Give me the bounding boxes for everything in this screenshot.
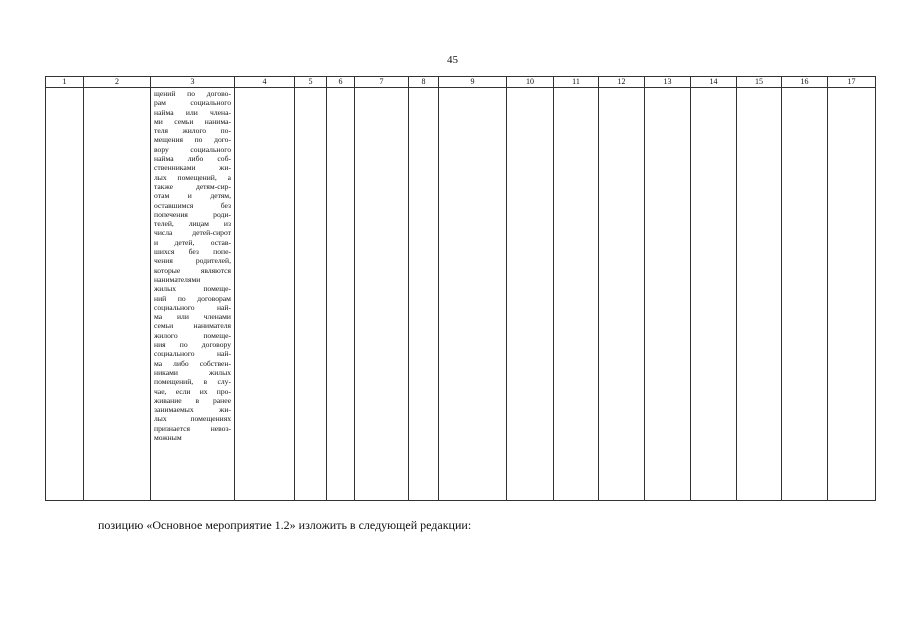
- text-line: шихся без попе-: [154, 247, 231, 257]
- column-number: 3: [151, 77, 235, 88]
- text-line: мещения по дого-: [154, 135, 231, 145]
- text-line: никами жилых: [154, 367, 231, 377]
- text-line: ма либо собствен-: [154, 358, 231, 368]
- text-line: отам и детям,: [154, 191, 231, 201]
- text-line: и детей, остав-: [154, 237, 231, 247]
- table-cell: [355, 88, 409, 501]
- text-line: ния по договору: [154, 340, 231, 350]
- text-line: щений по догово-: [154, 89, 231, 98]
- text-line: жилых помеще-: [154, 284, 231, 294]
- table-cell: [737, 88, 782, 501]
- instruction-text: позицию «Основное мероприятие 1.2» изложить в следующей редакции:: [98, 518, 472, 532]
- table-cell: [691, 88, 737, 501]
- table-cell: [409, 88, 439, 501]
- column-number: 2: [84, 77, 151, 88]
- table-cell: [295, 88, 327, 501]
- table-cell: [828, 88, 876, 501]
- text-line: рам социального: [154, 98, 231, 108]
- text-line: попечения роди-: [154, 209, 231, 219]
- column-number: 10: [507, 77, 554, 88]
- text-line: которые являются: [154, 265, 231, 275]
- column-number: 8: [409, 77, 439, 88]
- table-cell: [554, 88, 599, 501]
- column-number: 4: [235, 77, 295, 88]
- text-line: занимаемых жи-: [154, 405, 231, 415]
- text-line: теля жилого по-: [154, 126, 231, 136]
- text-line: чае, если их про-: [154, 386, 231, 396]
- table-cell: [507, 88, 554, 501]
- text-line: социального най-: [154, 349, 231, 359]
- text-line: можным: [154, 432, 182, 442]
- column-number: 17: [828, 77, 876, 88]
- column-number: 13: [645, 77, 691, 88]
- column-number: 15: [737, 77, 782, 88]
- table-cell: [235, 88, 295, 501]
- text-line: ственниками жи-: [154, 163, 231, 173]
- text-line: нанимателями: [154, 274, 201, 284]
- text-line: найма или члена-: [154, 107, 231, 117]
- column-number: 9: [439, 77, 507, 88]
- column-number: 11: [554, 77, 599, 88]
- text-line: ний по договорам: [154, 293, 231, 303]
- text-line: оставшимся без: [154, 200, 231, 210]
- page-number: 45: [447, 54, 458, 66]
- table-cell: [599, 88, 645, 501]
- text-line: семьи нанимателя: [154, 321, 231, 331]
- table-cell: [84, 88, 151, 501]
- column-number: 12: [599, 77, 645, 88]
- text-line: лых помещений, а: [154, 172, 231, 182]
- table-cell: [645, 88, 691, 501]
- column-number: 6: [327, 77, 355, 88]
- text-line: социального най-: [154, 302, 231, 312]
- text-line: живание в ранее: [154, 395, 231, 405]
- text-line: также детям-сир-: [154, 181, 231, 191]
- text-line: найма либо соб-: [154, 154, 231, 164]
- table-cell: [782, 88, 828, 501]
- text-line: ма или членами: [154, 312, 231, 322]
- table-cell: [46, 88, 84, 501]
- table-cell: [327, 88, 355, 501]
- program-table: [45, 76, 876, 501]
- header-row: [46, 77, 876, 88]
- column-number: 5: [295, 77, 327, 88]
- column-number: 14: [691, 77, 737, 88]
- text-line: ми семьи нанима-: [154, 116, 231, 126]
- text-line: лых помещениях: [154, 414, 231, 424]
- column-3-text: [151, 88, 234, 442]
- text-line: телей, лицам из: [154, 219, 231, 229]
- text-line: жилого помеще-: [154, 330, 231, 340]
- text-line: чения родителей,: [154, 256, 231, 266]
- text-line: вору социального: [154, 144, 231, 154]
- column-number: 7: [355, 77, 409, 88]
- text-line: числа детей-сирот: [154, 228, 231, 238]
- column-number: 16: [782, 77, 828, 88]
- text-line: помещений, в слу-: [154, 377, 231, 387]
- table-cell: [439, 88, 507, 501]
- text-line: признается невоз-: [154, 423, 231, 433]
- column-number: 1: [46, 77, 84, 88]
- table-row: [46, 88, 876, 501]
- table-cell: [151, 88, 235, 501]
